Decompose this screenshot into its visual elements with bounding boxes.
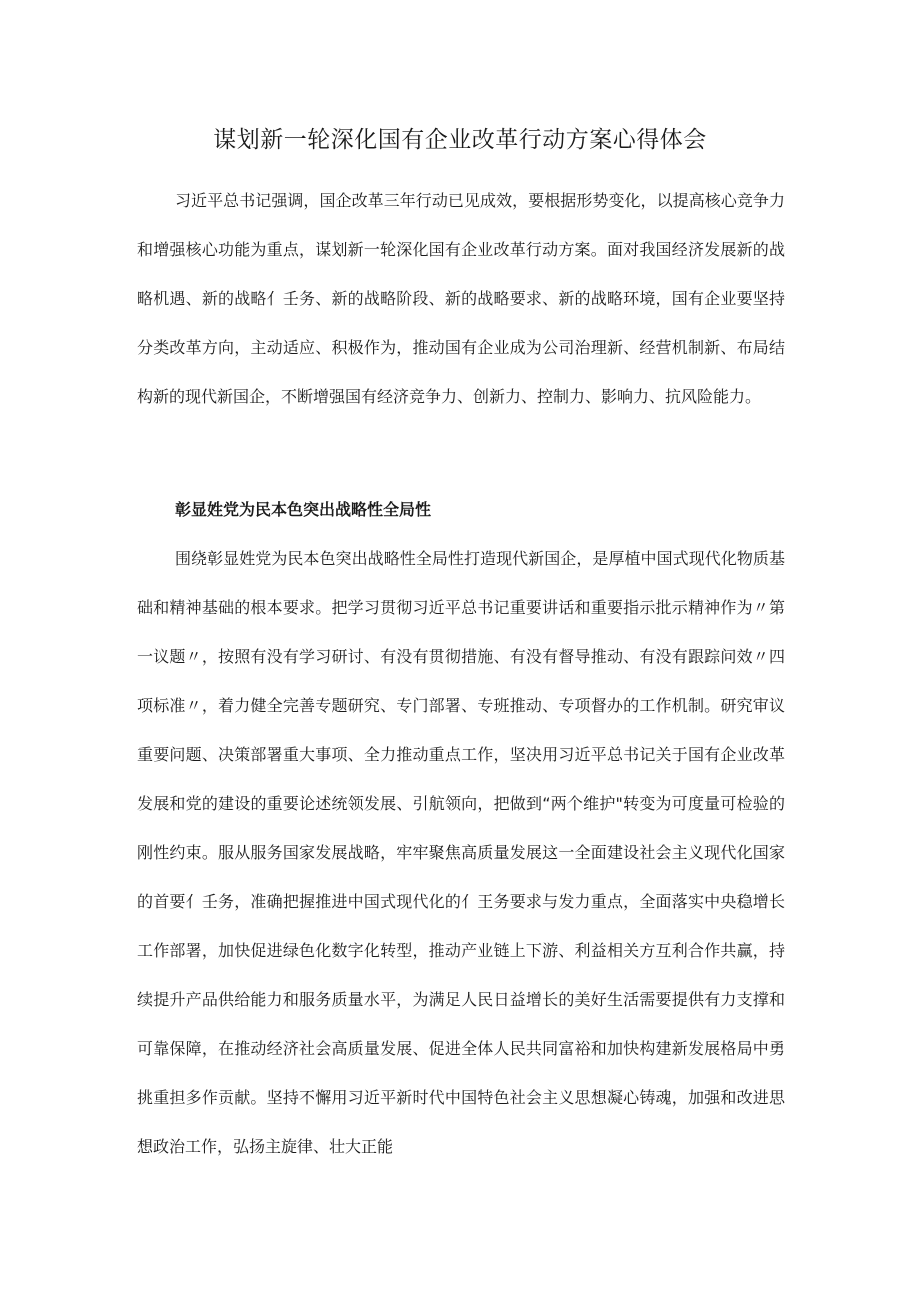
body-paragraph: 围绕彰显姓党为民本色突出战略性全局性打造现代新国企，是厚植中国式现代化物质基础和精神基础的根本要求。把学习贯彻习近平总书记重要讲话和重要指示批示精神作为〃第一议题〃，按照有没有学习研讨、有没有贯彻措施、有没有督导推动、有没有跟踪问效〃四项标准〃，着力健全完善专题研究、专门部署、专班推动、专项督办的工作机制。研究审议重要问题、决策部署重大事项、全力推动重点工作，坚决用习近平总书记关于国有企业改革发展和党的建设的重要论述统领发展、引航领向，把做到“两个维护"转变为可度量可检验的刚性约束。服从服务国家发展战略，牢牢聚焦高质量发展这一全面建设社会主义现代化国家的首要亻壬务，准确把握推进中国式现代化的亻王务要求与发力重点，全面落实中央稳增长工作部署，加快促进绿色化数字化转型，推动产业链上下游、利益相关方互利合作共赢，持续提升产品供给能力和服务质量水平，为满足人民日益增长的美好生活需要提供有力支撑和可靠保障，在推动经济社会高质量发展、促进全体人民共同富裕和加快构建新发展格局中勇挑重担多作贡献。坚持不懈用习近平新时代中国特色社会主义思想凝心铸魂，加强和改进思想政治工作，弘扬主旋律、壮大正能: [137, 549, 785, 1156]
document-title: 谋划新一轮深化国有企业改革行动方案心得体会: [213, 127, 707, 153]
intro-paragraph: 习近平总书记强调，国企改革三年行动已见成效，要根据形势变化，以提高核心竞争力和增强核心功能为重点，谋划新一轮深化国有企业改革行动方案。面对我国经济发展新的战略机遇、新的战略亻壬务、新的战略阶段、新的战略要求、新的战略环境，国有企业要坚持分类改革方向，主动适应、积极作为，推动国有企业成为公司治理新、经营机制新、布局结构新的现代新国企，不断增强国有经济竞争力、创新力、控制力、影响力、抗风险能力。: [137, 191, 785, 406]
section-heading: 彰显姓党为民本色突出战略性全局性: [175, 500, 432, 519]
